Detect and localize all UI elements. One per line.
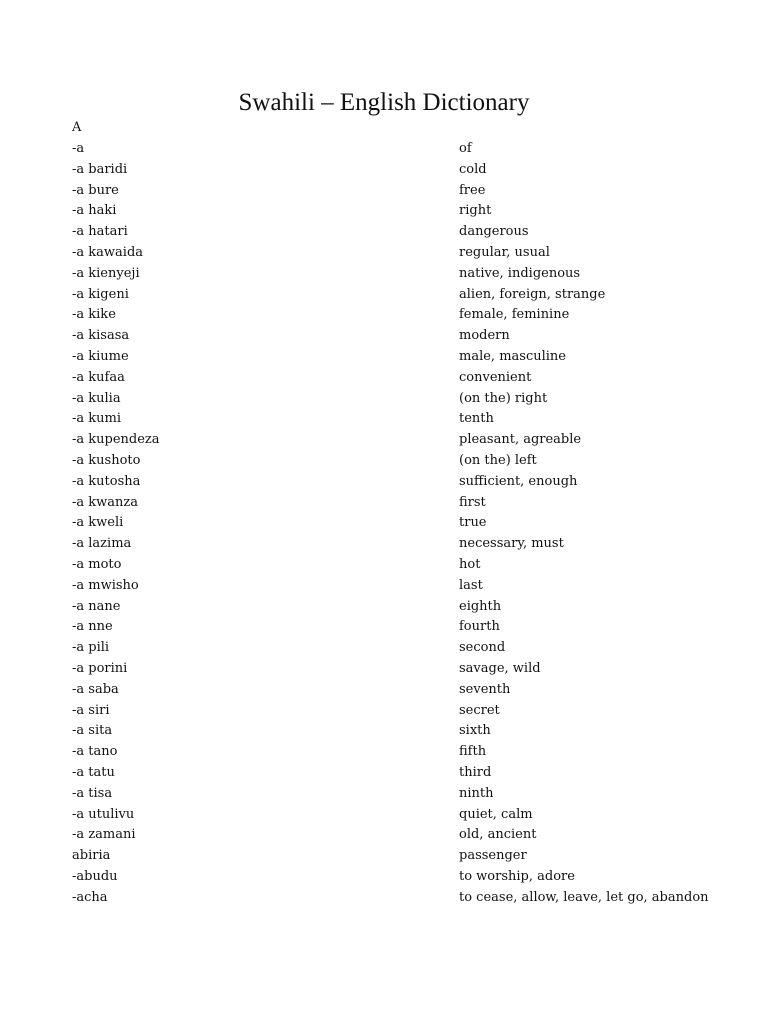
dictionary-entry — [72, 305, 712, 326]
entry-definition: fourth — [459, 619, 500, 635]
entry-definition: second — [459, 640, 506, 656]
dictionary-entry — [72, 493, 712, 514]
dictionary-entry — [72, 825, 712, 846]
entry-term: -a saba — [72, 681, 119, 697]
entry-definition: cold — [459, 161, 487, 177]
entry-definition: ninth — [459, 785, 494, 801]
entry-term: -a kigeni — [72, 286, 129, 302]
dictionary-entry — [72, 201, 712, 222]
entry-term: -abudu — [72, 868, 118, 884]
entry-term: -a kutosha — [72, 473, 141, 489]
dictionary-entry — [72, 160, 712, 181]
entry-term: -a tano — [72, 744, 118, 760]
entry-definition: eighth — [459, 598, 502, 614]
dictionary-entry — [72, 701, 712, 722]
entry-term: -a kawaida — [72, 244, 144, 260]
entry-term: -a mwisho — [72, 577, 139, 593]
dictionary-entry — [72, 430, 712, 451]
entry-definition: seventh — [459, 681, 511, 697]
entry-term: -a tisa — [72, 785, 113, 801]
dictionary-entry — [72, 347, 712, 368]
entry-term: -a siri — [72, 702, 110, 718]
dictionary-entry — [72, 534, 712, 555]
entry-term: -a nane — [72, 598, 121, 614]
entry-definition: first — [459, 494, 486, 510]
entry-definition: female, feminine — [459, 307, 570, 323]
entry-term: -a kupendeza — [72, 432, 160, 448]
entry-term: -a lazima — [72, 536, 132, 552]
dictionary-entry — [72, 555, 712, 576]
entry-definition: passenger — [459, 848, 527, 864]
page-title: Swahili – English Dictionary — [238, 89, 530, 116]
entry-term: -a tatu — [72, 764, 115, 780]
dictionary-entry — [72, 784, 712, 805]
dictionary-entry — [72, 888, 712, 909]
entry-definition: to worship, adore — [459, 868, 575, 884]
entry-definition: quiet, calm — [459, 806, 533, 822]
entry-definition: pleasant, agreable — [459, 432, 582, 448]
dictionary-entry — [72, 867, 712, 888]
dictionary-entry — [72, 264, 712, 285]
dictionary-entry — [72, 472, 712, 493]
entry-definition: to cease, allow, leave, let go, abandon — [459, 889, 709, 905]
section-letter: A — [72, 120, 82, 135]
entry-definition: convenient — [459, 369, 532, 385]
entry-definition: tenth — [459, 411, 494, 427]
dictionary-entry — [72, 513, 712, 534]
entry-definition: regular, usual — [459, 244, 550, 260]
entry-term: -a kienyeji — [72, 265, 140, 281]
dictionary-entry — [72, 617, 712, 638]
dictionary-entry — [72, 763, 712, 784]
dictionary-entry — [72, 181, 712, 202]
entry-definition: free — [459, 182, 486, 198]
entry-term: -a zamani — [72, 827, 136, 843]
entry-term: -a kike — [72, 307, 116, 323]
entry-term: -a nne — [72, 619, 113, 635]
entry-term: -a kisasa — [72, 328, 130, 344]
entry-term: -a kufaa — [72, 369, 125, 385]
entry-definition: (on the) left — [459, 452, 537, 468]
entry-definition: third — [459, 764, 492, 780]
dictionary-entry — [72, 389, 712, 410]
entry-definition: dangerous — [459, 224, 529, 240]
entry-term: -a kweli — [72, 515, 124, 531]
dictionary-entry — [72, 680, 712, 701]
entry-definition: alien, foreign, strange — [459, 286, 606, 302]
entry-definition: modern — [459, 328, 510, 344]
dictionary-entry — [72, 368, 712, 389]
entry-term: -a kwanza — [72, 494, 139, 510]
entry-list — [72, 139, 712, 908]
entry-definition: (on the) right — [459, 390, 548, 406]
entry-definition: sufficient, enough — [459, 473, 578, 489]
entry-definition: necessary, must — [459, 536, 564, 552]
dictionary-entry — [72, 721, 712, 742]
entry-term: -a — [72, 141, 85, 156]
dictionary-entry — [72, 243, 712, 264]
entry-term: -a moto — [72, 556, 122, 572]
dictionary-entry — [72, 576, 712, 597]
dictionary-entry — [72, 326, 712, 347]
entry-term: -a hatari — [72, 224, 128, 240]
dictionary-entry — [72, 409, 712, 430]
dictionary-entry — [72, 597, 712, 618]
dictionary-entry — [72, 451, 712, 472]
dictionary-entry — [72, 139, 712, 160]
entry-term: -a kumi — [72, 411, 122, 427]
dictionary-entry — [72, 742, 712, 763]
dictionary-entry — [72, 638, 712, 659]
entry-definition: of — [459, 141, 472, 156]
entry-definition: male, masculine — [459, 348, 566, 364]
entry-term: abiria — [72, 848, 111, 864]
dictionary-entry — [72, 805, 712, 826]
entry-term: -a sita — [72, 723, 113, 739]
entry-term: -a porini — [72, 660, 128, 676]
entry-definition: true — [459, 515, 487, 531]
entry-definition: right — [459, 203, 492, 219]
entry-term: -a haki — [72, 203, 117, 219]
entry-definition: sixth — [459, 723, 491, 739]
entry-term: -a kushoto — [72, 452, 141, 468]
entry-definition: savage, wild — [459, 660, 541, 676]
entry-term: -a pili — [72, 640, 110, 656]
entry-definition: secret — [459, 702, 500, 718]
entry-term: -a baridi — [72, 161, 128, 177]
entry-term: -a kulia — [72, 390, 121, 406]
entry-term: -acha — [72, 889, 108, 905]
dictionary-entry — [72, 222, 712, 243]
entry-definition: old, ancient — [459, 827, 537, 843]
entry-definition: last — [459, 577, 483, 593]
dictionary-entry — [72, 285, 712, 306]
entry-definition: fifth — [459, 744, 487, 760]
entry-term: -a bure — [72, 182, 119, 198]
dictionary-entry — [72, 846, 712, 867]
entry-definition: native, indigenous — [459, 265, 581, 281]
entry-term: -a kiume — [72, 348, 129, 364]
entry-term: -a utulivu — [72, 806, 135, 822]
dictionary-entry — [72, 659, 712, 680]
entry-definition: hot — [459, 556, 481, 572]
